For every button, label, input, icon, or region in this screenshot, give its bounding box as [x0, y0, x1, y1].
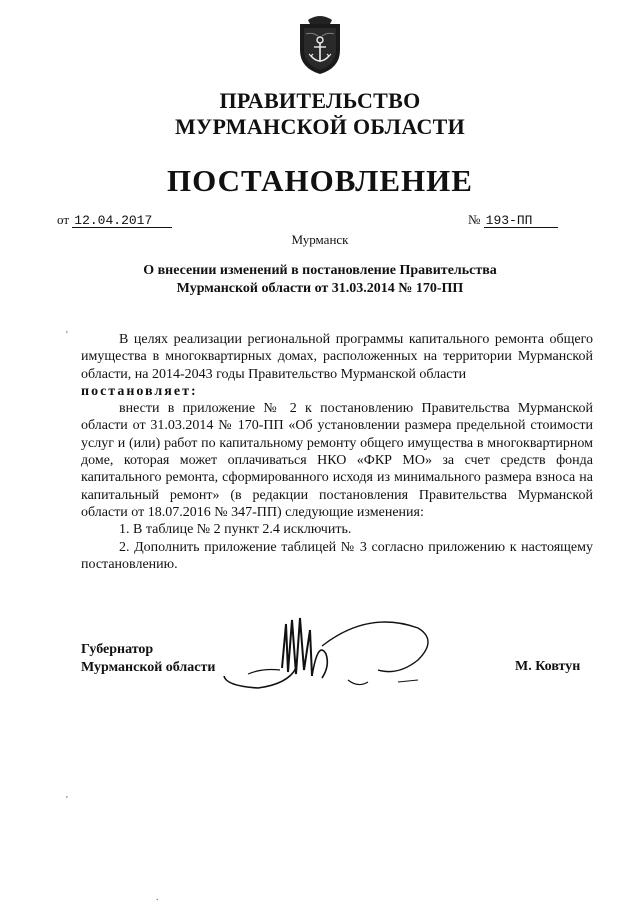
- decree-word: постановляет:: [81, 383, 198, 399]
- document-date: 12.04.2017: [72, 214, 172, 228]
- document-type: ПОСТАНОВЛЕНИЕ: [167, 163, 473, 198]
- list-item-2: 2. Дополнить приложение таблицей № 3 согласно приложению к настоящему постановлению.: [81, 539, 593, 572]
- date-block: [57, 212, 172, 228]
- subject-line2: Мурманской области от 31.03.2014 № 170-ПП: [176, 281, 464, 296]
- signer-position: [81, 641, 215, 677]
- margin-mark: ': [66, 795, 68, 806]
- coat-of-arms-icon: [296, 14, 344, 76]
- preamble-paragraph: В целях реализации региональной программы капитального ремонта общего имущества в многоквартирных домах, расположенных на территории Мурманской области, на 2014-2043 годы Правительство Мурманской области: [81, 332, 593, 382]
- list-item-1: 1. В таблице № 2 пункт 2.4 исключить.: [119, 522, 352, 538]
- government-title-line2: МУРМАНСКОЙ ОБЛАСТИ: [174, 114, 466, 139]
- margin-mark: .: [156, 892, 159, 903]
- government-title-line1: ПРАВИТЕЛЬСТВО: [219, 88, 421, 113]
- city: Мурманск: [291, 232, 349, 247]
- subject-line1: О внесении изменений в постановление Правительства: [143, 263, 497, 278]
- main-paragraph: внести в приложение № 2 к постановлению Правительства Мурманской области от 31.03.2014 № 170-ПП «Об установлении размера предельной стоимости услуг и (или) работ по капитальному ремонту общего имущества в многоквартирном доме, которая может оплачиваться НКО «ФКР МО» за счет средств фонда капитального ремонта, сформированного исходя из минимального размера взноса на капитальный ремонт» (в редакции постановления Правительства Мурманской области от 18.07.2016 № 347-ПП) следующие изменения:: [81, 401, 593, 520]
- document-body: [81, 331, 593, 573]
- government-title: [0, 88, 640, 140]
- date-prefix: от: [57, 212, 70, 227]
- margin-mark: ': [66, 330, 68, 341]
- number-prefix: №: [468, 212, 481, 227]
- signer-name: М. Ковтун: [515, 659, 581, 674]
- handwritten-signature: [218, 610, 440, 698]
- document-number: 193-ПП: [484, 214, 558, 228]
- number-block: [468, 212, 558, 228]
- signer-position-line2: Мурманской области: [81, 660, 216, 675]
- signer-position-line1: Губернатор: [81, 642, 154, 657]
- document-subject: [0, 262, 640, 298]
